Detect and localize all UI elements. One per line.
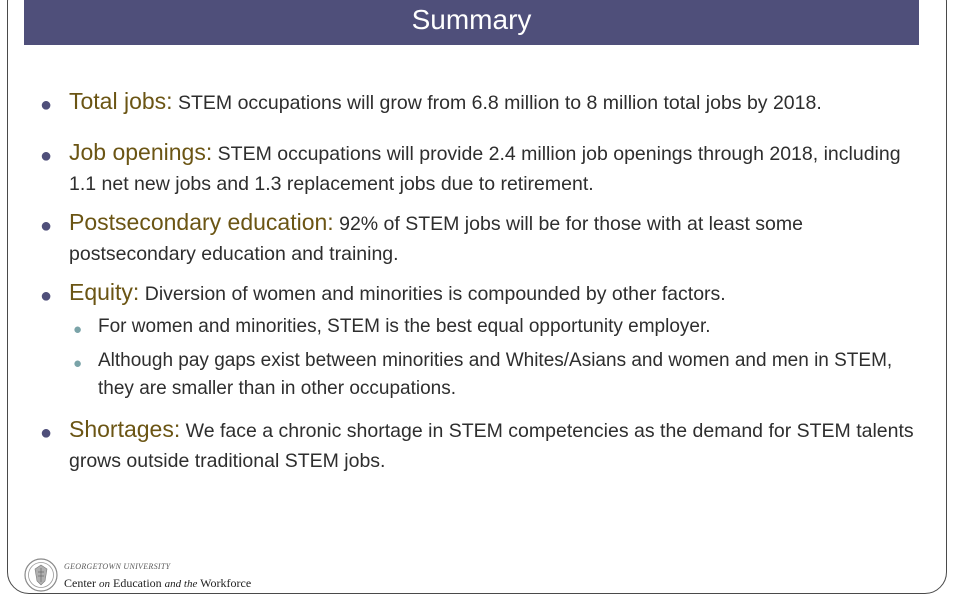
center-name: Center on Education and the Workforce xyxy=(64,576,252,590)
bullet-equity xyxy=(40,277,920,309)
bullet-text: 92% of STEM jobs will be for those with at least some postsecondary education and training. xyxy=(69,213,803,265)
sub-bullet-text: Although pay gaps exist between minorities and Whites/Asians and women and men in STEM, they are smaller than in other occupations. xyxy=(98,350,893,399)
bullet-text: Diversion of women and minorities is compounded by other factors. xyxy=(144,283,726,305)
summary-list xyxy=(40,86,920,476)
bullet-heading: Shortages: xyxy=(69,416,181,442)
sub-bullet-dot-icon: ● xyxy=(73,355,83,372)
sub-bullet-pay-gaps xyxy=(40,347,920,403)
bullet-text: STEM occupations will grow from 6.8 million to 8 million total jobs by 2018. xyxy=(177,92,822,114)
bullet-dot-icon: ● xyxy=(40,422,53,444)
bullet-dot-icon: ● xyxy=(40,215,53,237)
bullet-text: STEM occupations will provide 2.4 million job openings through 2018, including 1.1 net new jobs and 1.3 replacement jobs due to retirement. xyxy=(69,143,901,195)
sub-bullet-dot-icon: ● xyxy=(73,321,83,338)
title-bar xyxy=(24,0,919,45)
bullet-heading: Postsecondary education: xyxy=(69,209,334,235)
bullet-job-openings xyxy=(40,137,920,199)
bullet-dot-icon: ● xyxy=(40,285,53,307)
university-seal-icon xyxy=(23,554,59,596)
bullet-heading: Total jobs: xyxy=(69,88,173,114)
bullet-total-jobs xyxy=(40,86,920,118)
sub-bullet-equal-opportunity xyxy=(40,313,920,341)
bullet-postsecondary-education xyxy=(40,207,920,269)
bullet-text: We face a chronic shortage in STEM competencies as the demand for STEM talents grows outside traditional STEM jobs. xyxy=(69,420,914,472)
bullet-dot-icon: ● xyxy=(40,145,53,167)
sub-bullet-text: For women and minorities, STEM is the best equal opportunity employer. xyxy=(98,316,711,337)
bullet-shortages xyxy=(40,414,920,476)
university-name: GEORGETOWN UNIVERSITY xyxy=(64,562,171,571)
bullet-heading: Job openings: xyxy=(69,139,213,165)
bullet-heading: Equity: xyxy=(69,279,140,305)
bullet-dot-icon: ● xyxy=(40,94,53,116)
slide-title: Summary xyxy=(411,4,532,35)
